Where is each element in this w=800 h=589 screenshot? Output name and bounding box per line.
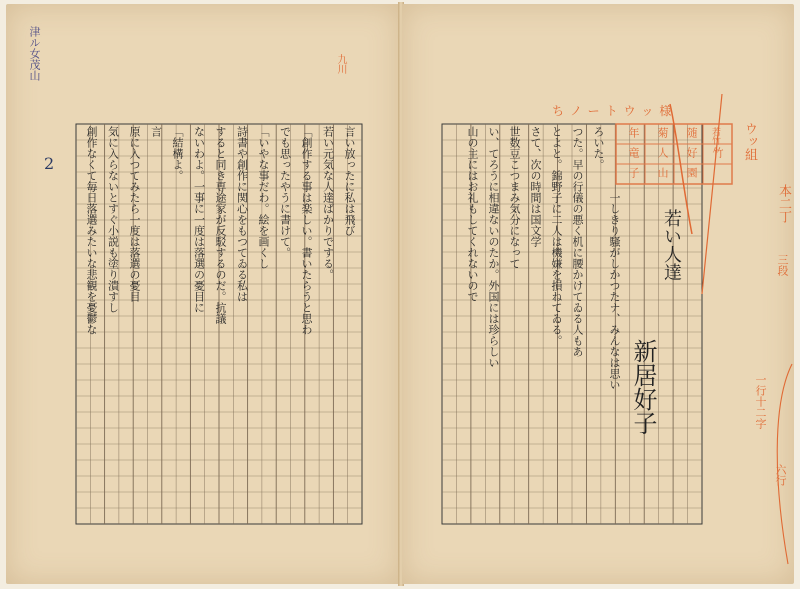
- manuscript-column: い、てろうに相違ないのたか。外国には珍らしい: [487, 126, 500, 368]
- manuscript-column: 一しきり騒がしかつたナ、みんなは思い: [608, 192, 621, 390]
- manuscript-column: 若い元気な人達ばかりでする。: [321, 126, 335, 280]
- manuscript-column: 世数豆こつまみ気分になって: [508, 126, 521, 269]
- manuscript-column: 詩書や創作に関心をもつてゐる私は: [235, 126, 249, 302]
- manuscript-column: とよと。錦野子に二人は機嫌を損ねてゐる。: [550, 126, 563, 346]
- manuscript-column: 山の主にはお礼もしてくれないので: [466, 126, 479, 302]
- red-header-note: ちノートウッ様: [552, 104, 678, 118]
- page-number: 2: [44, 154, 55, 173]
- red-box-cell: 山: [656, 167, 669, 178]
- manuscript-column: 「結構よ。: [171, 126, 184, 181]
- red-box-cell: 好: [685, 147, 698, 158]
- left-manuscript-page: [6, 4, 400, 584]
- red-side-note: ウッ組: [742, 122, 757, 161]
- red-box-cell: 竜: [627, 147, 640, 158]
- manuscript-column: さて、次の時間は国文学: [529, 126, 542, 247]
- right-manuscript-page: [402, 4, 794, 584]
- library-stamp: 津ル女茂山: [28, 26, 41, 81]
- manuscript-column: 言い放ったに私は飛び: [343, 126, 356, 236]
- red-side-note: 一行十二字: [754, 374, 767, 429]
- manuscript-column: ないわよ。一事に一度は落選の憂目に: [192, 126, 206, 313]
- story-title: 若い人達: [661, 209, 682, 281]
- red-box-cell: 子: [627, 167, 640, 178]
- red-box-cell: 年: [627, 127, 640, 138]
- manuscript-column: つた。早の行儀の悪く机に腰かけてゐる人もあ: [571, 126, 584, 357]
- manuscript-column: 言: [149, 126, 163, 137]
- red-side-note: 本二丁: [776, 184, 791, 223]
- red-box-cell: 人: [656, 147, 669, 158]
- red-box-cell: 竹: [711, 147, 724, 158]
- red-box-cell: 菊: [656, 127, 669, 138]
- manuscript-column: すると同き専途家が反駁するのだ。抗議: [214, 126, 227, 324]
- manuscript-column: 気に入らないとすぐ小説も塗り潰すし: [106, 126, 120, 313]
- manuscript-column: 「創作する事は楽しい。書いたらうと思わ: [300, 126, 313, 335]
- manuscript-column: ろいた。: [592, 126, 605, 170]
- red-box-cell: 随: [685, 127, 698, 138]
- manuscript-grid-right: [402, 4, 794, 584]
- red-side-note: 三段: [776, 254, 789, 276]
- red-side-note: 六行: [774, 464, 787, 486]
- manuscript-column: 原に入つてみたら一度は落選の憂目: [128, 126, 141, 302]
- author-name: 新居好子: [629, 339, 657, 435]
- manuscript-column: 創作なくて毎日落選みたいな悲観を憂鬱な: [85, 126, 98, 335]
- header-mark: 九川: [335, 54, 346, 74]
- manuscript-column: 「いやな事だわ。絵を画くし: [257, 126, 270, 269]
- manuscript-column: でも思ったやうに書けて。: [278, 126, 292, 258]
- red-box-cell: 若竹: [710, 127, 720, 145]
- red-box-cell: 園: [685, 167, 698, 178]
